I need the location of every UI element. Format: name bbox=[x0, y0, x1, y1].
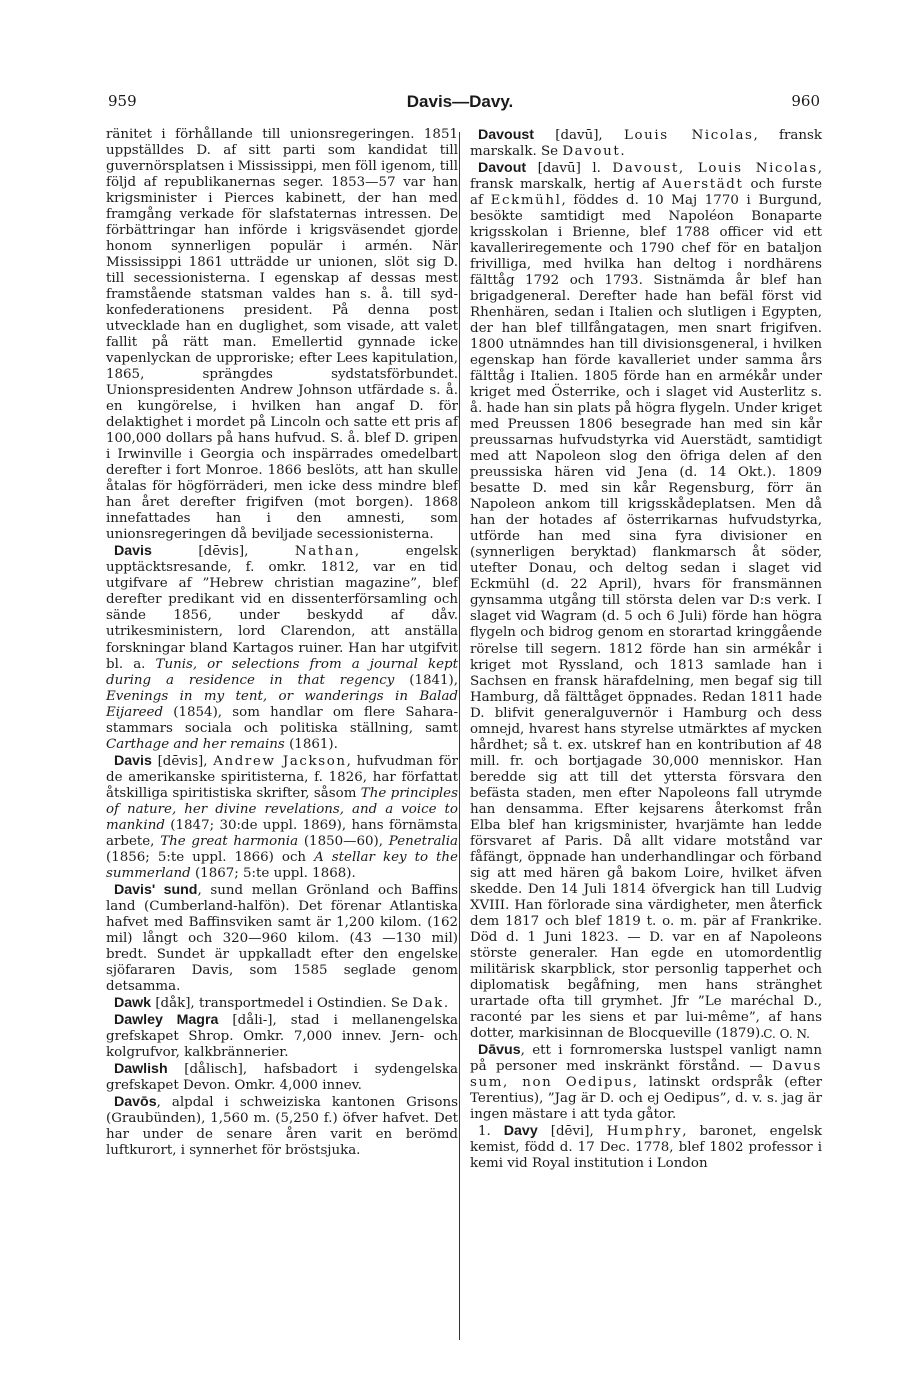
headword: Dawk bbox=[114, 994, 152, 1011]
headword: Davis' sund bbox=[114, 881, 198, 898]
page-number-left: 959 bbox=[108, 92, 137, 110]
entry-davis-sund: Davis' sund, sund mellan Grönland och Baffins land (Cumberland-halfön). Det förenar Atlantiska hafvet med Baffinsviken samt är 1,200 kilom. (162 mil) långt och 320—960 kilom. (43 —130 mil) bredt. Sundet är uppkalladt efter den engelske sjöfararen Davis, som 1585 seglade genom detsamma. bbox=[106, 881, 458, 994]
entry-davos: Davōs, alpdal i schweiziska kantonen Grisons (Graubünden), 1,560 m. (5,250 f.) öfver hafvet. Det har under de senare åren varit en berömd luftkurort, i synnerhet för bröstsjuka. bbox=[106, 1093, 458, 1158]
work-title: Carthage and her remains bbox=[106, 736, 285, 752]
entry-number: 1. bbox=[478, 1123, 504, 1139]
headword: Dāvus bbox=[478, 1041, 521, 1058]
page-number-right: 960 bbox=[791, 92, 820, 110]
right-column bbox=[470, 127, 822, 1172]
headword: Davōs bbox=[114, 1093, 157, 1110]
headword: Davy bbox=[503, 1122, 538, 1139]
entry-dawk: Dawk [dåk], transportmedel i Ostindien. Se Dak. bbox=[114, 994, 449, 1011]
work-title: The great harmonia bbox=[160, 833, 299, 849]
headword: Davis bbox=[114, 543, 152, 560]
work-title: A stellar key to the summerland bbox=[106, 849, 458, 881]
entry-davoust: Davoust [davū], Louis Nicolas, fransk marskalk. Se Davout. bbox=[470, 127, 823, 160]
headword: Davis bbox=[114, 752, 152, 769]
latin-quote: Davus sum, non Oedipus bbox=[470, 1058, 822, 1090]
entry-davus: Dāvus, ett i fornromerska lustspel vanligt namn på personer med inskränkt förstånd. — Davus sum, non Oedipus, latinskt ordspråk (efter Terentius), ”Jag är D. och ej Oedipus”, d. v. s. jag är ingen mästare i att tyda gåtor. bbox=[470, 1041, 822, 1122]
left-column bbox=[106, 127, 458, 1159]
running-title: Davis—Davy. bbox=[406, 92, 514, 111]
entry-dawley-magra: Dawley Magra [dåli-], stad i mellanengelska grefskapet Shrop. Omkr. 7,000 innev. Jern- och kolgrufvor, kalkbrännerier. bbox=[106, 1011, 458, 1060]
cross-reference: Davout bbox=[562, 144, 621, 160]
headword: Dawley Magra bbox=[114, 1011, 219, 1028]
work-title: The principles of nature, her divine revelations, and a voice to mankind bbox=[106, 785, 458, 833]
work-title: Penetralia bbox=[388, 833, 458, 849]
person-name: Humphry bbox=[606, 1123, 683, 1139]
work-title: Tunis, or selections from a journal kept during a residence in that regency bbox=[106, 656, 458, 688]
person-name: Nathan bbox=[294, 544, 355, 560]
place-name: Eckmühl bbox=[490, 193, 562, 209]
headword: Dawlish bbox=[114, 1060, 168, 1077]
entry-davy-humphry: 1. Davy [dēvi], Humphry, baronet, engelsk kemist, född d. 17 Dec. 1778, blef 1802 professor i kemi vid Royal institution i London bbox=[470, 1122, 822, 1172]
entry-davis-andrew: Davis [dēvis], Andrew Jackson, hufvudman för de amerikanske spiritisterna, f. 1826, har författat åtskilliga spiritistiska skrifter, såsom The principles of nature, her divine revelations, and a voice to mankind (1847; 30:de uppl. 1869), hans förnämsta arbete, The great harmonia (1850—60), Penetralia (1856; 5:te uppl. 1866) och A stellar key to the summerland (1867; 5:te uppl. 1868). bbox=[106, 752, 458, 881]
entry-davout: Davout [davū] l. Davoust, Louis Nicolas, fransk marskalk, hertig af Auerstädt och furste af Eckmühl, föddes d. 10 Maj 1770 i Burgund, besökte samtidigt med Napoléon Bonaparte krigsskolan i Brienne, blef 1788 officer vid ett kavalleriregemente och 1790 chef för en bataljon frivilliga, med hvilka han deltog i nordhärens fälttåg 1792 och 1793. Sistnämda år blef han brigadgeneral. Derefter hade han befäl först vid Rhenhären, sedan i Italien och slutligen i Egypten, der han blef tillfångatagen, men snart frigifven. 1800 utnämndes han till divisionsgeneral, i hvilken egenskap han förde kavalleriet under samma års fälttåg i Italien. 1805 förde han en armékår under kriget med Österrike, och i slaget vid Austerlitz s. å. hade han sin plats på högra flygeln. Under kriget med Preussen 1806 besegrade han med sin kår preussarnas hufvudstyrka vid Auerstädt, samtidigt med att Napoleon slog den öfriga delen af den preussiska hären vid Jena (d. 14 Okt.). 1809 besatte D. med sin kår Regensburg, förr än Napoleon ankom till krigsskådeplatsen. Men då han der hotades af österrikarnas hufvudstyrka, utförde han med sina fyra divisioner en (synnerligen beryktad) flankmarsch åt söder, utefter Donau, och deltog sedan i slaget vid Eckmühl (d. 22 April), hvars för fransmännen gynsamma utgång till största delen var D:s verk. I slaget vid Wagram (d. 5 och 6 Juli) förde han högra flygeln och bidrog genom en storartad kringgående rörelse till segern. 1812 förde han sin armékår i kriget mot Ryssland, och 1813 samlade han i Sachsen en fransk härafdelning, men begaf sig till Hamburg, då fälttåget öppnades. Redan 1811 hade D. blifvit generalguvernör i Hamburg och dess omnejd, hvarest hans styrelse utmärktes af mycken hårdhet; så t. ex. utskref han en kontribution af 48 mill. fr. och bortjagade 30,000 menniskor. Han beredde sig att till det yttersta försvara den befästa staden, men efter Napoleons fall utrymde han densamma. Efter kejsarens återkomst från Elba blef han krigsminister, hvarjämte han ledde försvaret af Paris. Då allt vidare motstånd var fåfängt, öppnade han underhandlingar och förband sig att med hären gå bakom Loire, hvilket äfven skedde. Den 14 Juli 1814 öfvergick han till Ludvig XVIII. Han förlorade sina värdigheter, men återfick dem 1817 och blef 1819 t. o. m. pär af Frankrike. Död d. 1 Juni 1823. — D. var en af Napoleons störste generaler. Han egde en utomordentlig militärisk skarpblick, stor personlig tapperhet och diplomatisk begåfning, men hans stränghet urartade ofta till grymhet. Jfr ”Le maréchal D., raconté par les siens et par lui-même”, af hans dotter, markisinnan de Blocqueville (1879). bbox=[470, 160, 822, 1041]
entry-dawlish: Dawlish [dålisch], hafsbadort i sydengelska grefskapet Devon. Omkr. 4,000 innev. bbox=[106, 1060, 458, 1093]
column-divider bbox=[459, 132, 460, 1340]
page-header bbox=[100, 92, 820, 114]
place-name: Auerstädt bbox=[662, 177, 744, 193]
headword: Davout bbox=[478, 160, 527, 177]
cross-reference: Dak bbox=[412, 995, 444, 1011]
entry-davis-nathan: Davis [dēvis], Nathan, engelsk upptäcktsresande, f. omkr. 1812, var en tid utgifvare af ”Hebrew christian magazine”, blef derefter predikant vid en dissenterförsamling och sände 1856, under beskydd af dåv. utrikesministern, lord Clarendon, att anställa forskningar bland Kartagos ruiner. Han har utgifvit bl. a. Tunis, or selections from a journal kept during a residence in that regency (1841), Evenings in my tent, or wanderings in Balad Eijareed (1854), som handlar om flere Sahara-stammars sociala och politiska ställning, samt Carthage and her remains (1861). bbox=[106, 543, 459, 752]
person-name: Andrew Jackson bbox=[213, 753, 347, 769]
headword: Davoust bbox=[478, 127, 534, 143]
entry-continuation: ränitet i förhållande till unionsregeringen. 1851 uppställdes D. af sitt parti som kandidat till guvernörsplatsen i Mississippi, men föll igenom, till följd af republikanernas seger. 1853—57 var han krigsminister i Pierces kabinett, der han med framgång verkade för slafstaternas intressen. De förbättringar han införde i krigsväsendet gjorde honom synnerligen populär i armén. När Mississippi 1861 utträdde ur unionen, slöt sig D. till secessionisterna. I egenskap af dessas mest framstående statsman valdes han s. å. till syd-konfederationens president. På denna post utvecklade han en duglighet, som visade, att valet fallit på rätt man. Emellertid gynnade icke vapenlyckan de upproriske; efter Lees kapitulation, 1865, sprängdes sydstatsförbundet. Unionspresidenten Andrew Johnson utfärdade s. å. en kungörelse, i hvilken han angaf D. för delaktighet i mordet på Lincoln och satte ett pris af 100,000 dollars på hans hufvud. S. å. blef D. gripen i Irwinville i Georgia och inspärrades omedelbart derefter i fort Monroe. 1866 beslöts, att han skulle åtalas för högförräderi, men icke dess mindre blef han året derefter frigifven (mot borgen). 1868 innefattades han i den amnesti, som unionsregeringen då beviljade secessionisterna. bbox=[106, 127, 458, 543]
work-title: Evenings in my tent, or wanderings in Balad Eijareed bbox=[106, 688, 458, 720]
author-signature: C. O. N. bbox=[763, 1026, 810, 1041]
person-name: Davoust, Louis Nicolas bbox=[612, 161, 818, 177]
person-name: Louis Nicolas bbox=[623, 128, 754, 143]
